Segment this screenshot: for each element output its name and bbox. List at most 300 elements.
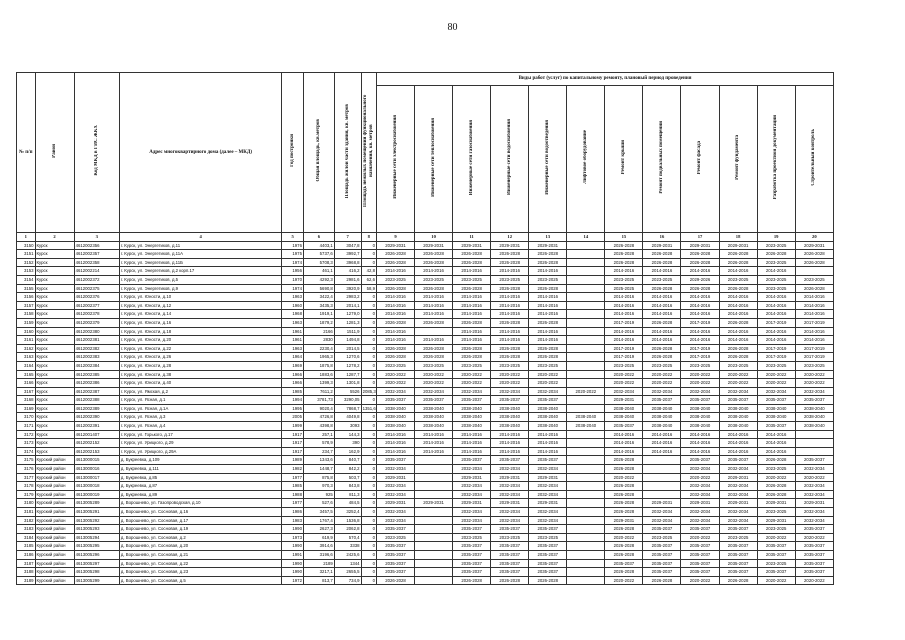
table-cell: 4612002378 xyxy=(74,310,119,319)
table-cell: Курск xyxy=(35,250,74,259)
table-cell: 2023-2025 xyxy=(491,275,529,284)
table-cell xyxy=(415,482,453,491)
table-cell: 2020-2022 xyxy=(605,379,643,388)
table-cell: 2038-2040 xyxy=(529,422,567,431)
table-cell: 4612002380 xyxy=(74,327,119,336)
table-cell: 2017-2019 xyxy=(605,344,643,353)
table-cell: 2029-2031 xyxy=(757,516,795,525)
table-cell: Курск xyxy=(35,396,74,405)
table-cell: 2032-2034 xyxy=(795,490,833,499)
table-cell: 1960 xyxy=(282,301,304,310)
table-cell: 925 xyxy=(303,490,334,499)
table-cell xyxy=(415,576,453,585)
table-cell xyxy=(567,301,605,310)
table-cell: 3156 xyxy=(17,293,36,302)
table-cell xyxy=(567,267,605,276)
table-cell: 2014-2016 xyxy=(529,439,567,448)
table-row xyxy=(17,508,834,517)
table-cell: 2014-2016 xyxy=(795,336,833,345)
table-cell: 2026-2028 xyxy=(529,353,567,362)
table-cell: г. Курск, ул. Юности, д.16 xyxy=(119,318,282,327)
table-cell xyxy=(795,439,833,448)
table-cell: 0 xyxy=(361,258,376,267)
header-work-4: Инженерные сети водоснабжения xyxy=(491,86,529,233)
table-cell xyxy=(415,490,453,499)
table-cell: 2014-2016 xyxy=(681,267,719,276)
table-cell: 2038-2040 xyxy=(491,404,529,413)
table-cell: 1969 xyxy=(282,361,304,370)
table-cell: 2014-2016 xyxy=(643,293,681,302)
table-row xyxy=(17,301,834,310)
table-cell: 2035-2037 xyxy=(795,396,833,405)
table-cell: 2026-2028 xyxy=(719,284,757,293)
table-cell: 2014-2016 xyxy=(605,336,643,345)
table-cell: 1919,1 xyxy=(303,310,334,319)
table-cell: 2020-2022 xyxy=(757,379,795,388)
table-cell: 2032-2034 xyxy=(605,387,643,396)
table-cell: 3183 xyxy=(17,525,36,534)
table-cell: 3152 xyxy=(17,258,36,267)
table-cell: 2014-2016 xyxy=(605,301,643,310)
table-cell: 2014-2016 xyxy=(605,447,643,456)
table-cell: 0 xyxy=(361,525,376,534)
table-cell: 1990 xyxy=(282,559,304,568)
table-cell: 2035-2037 xyxy=(643,559,681,568)
table-cell: 1977 xyxy=(282,473,304,482)
table-cell: 1494,8 xyxy=(334,336,361,345)
table-cell xyxy=(567,490,605,499)
table-row xyxy=(17,310,834,319)
table-cell: 3178 xyxy=(17,482,36,491)
table-cell: 1977 xyxy=(282,499,304,508)
table-cell: 2038-2040 xyxy=(643,413,681,422)
table-cell: 1351,6 xyxy=(361,404,376,413)
table-cell: 2026-2028 xyxy=(605,250,643,259)
table-cell: 3165 xyxy=(17,370,36,379)
table-cell: 3914,6 xyxy=(303,542,334,551)
table-cell: 2017-2019 xyxy=(605,318,643,327)
table-cell: д. Ворошнево, ул. Сосновая, д.20 xyxy=(119,542,282,551)
table-cell: 5737,6 xyxy=(303,250,334,259)
table-cell: 2014-2016 xyxy=(681,327,719,336)
table-cell: 1301,8 xyxy=(334,379,361,388)
table-cell: 2026-2028 xyxy=(605,241,643,250)
table-cell: д. Ворошнево, ул. Сосновая, д.23 xyxy=(119,568,282,577)
table-cell: 461,1 xyxy=(303,267,334,276)
table-cell: 257,1 xyxy=(303,430,334,439)
table-cell: 162,9 xyxy=(334,447,361,456)
table-cell: 1982 xyxy=(282,465,304,474)
table-cell: 2026-2028 xyxy=(643,250,681,259)
table-cell: 2035-2037 xyxy=(376,525,414,534)
table-cell: 1990 xyxy=(282,525,304,534)
table-cell: 4612002389 xyxy=(74,404,119,413)
table-cell: 2032-2034 xyxy=(643,387,681,396)
table-cell: 813,7 xyxy=(303,576,334,585)
table-cell: 0 xyxy=(361,430,376,439)
table-cell: 1965,3 xyxy=(303,353,334,362)
table-cell: 2014-2016 xyxy=(681,430,719,439)
table-cell: 2014-2016 xyxy=(605,430,643,439)
table-cell: 2014-2016 xyxy=(453,301,491,310)
table-row xyxy=(17,258,834,267)
table-cell: г. Курск, ул. Урицкого, д.29А xyxy=(119,447,282,456)
table-cell: 1917 xyxy=(282,430,304,439)
table-cell: 3047,8 xyxy=(334,241,361,250)
table-cell: Курск xyxy=(35,447,74,456)
table-cell xyxy=(567,473,605,482)
table-cell: 2032-2034 xyxy=(795,465,833,474)
table-cell: 4612002153 xyxy=(74,447,119,456)
column-number: 4 xyxy=(119,233,282,242)
table-cell: 2032-2034 xyxy=(643,508,681,517)
table-cell: 0 xyxy=(361,499,376,508)
table-cell: д. Ворошнево, ул. Сосновая, д.2 xyxy=(119,533,282,542)
table-cell: 1963 xyxy=(282,318,304,327)
table-cell: 3160 xyxy=(17,327,36,336)
table-cell: 3187 xyxy=(17,559,36,568)
table-cell: д. Ворошнево, ул. Сосновая, д.19 xyxy=(119,525,282,534)
table-cell: 2023-2025 xyxy=(415,361,453,370)
table-cell: 0 xyxy=(361,318,376,327)
table-cell: 0 xyxy=(361,568,376,577)
table-cell: 7611,2 xyxy=(303,387,334,396)
table-cell: 2026-2028 xyxy=(415,344,453,353)
table-row xyxy=(17,559,834,568)
table-cell: 2026-2028 xyxy=(605,465,643,474)
table-cell: Курск xyxy=(35,422,74,431)
table-cell: 3168 xyxy=(17,396,36,405)
table-cell: 3163 xyxy=(17,353,36,362)
table-cell: 2014-2016 xyxy=(376,447,414,456)
table-cell: 4612002376 xyxy=(74,293,119,302)
table-cell: 9020,4 xyxy=(303,404,334,413)
table-cell: 3093 xyxy=(334,422,361,431)
table-cell: 2032-2034 xyxy=(643,516,681,525)
table-cell: 2035-2037 xyxy=(376,542,414,551)
table-row xyxy=(17,387,834,396)
table-row xyxy=(17,447,834,456)
table-cell: 2038-2040 xyxy=(376,404,414,413)
table-cell: 2035-2037 xyxy=(757,422,795,431)
table-cell: 2014-2016 xyxy=(719,439,757,448)
table-cell: 3252,4 xyxy=(334,508,361,517)
table-cell: Курский район xyxy=(35,525,74,534)
table-cell: 2035-2037 xyxy=(643,542,681,551)
table-cell: Курский район xyxy=(35,542,74,551)
table-cell: 2017-2019 xyxy=(681,318,719,327)
table-cell: 2026-2028 xyxy=(491,258,529,267)
table-cell: 2032-2034 xyxy=(795,508,833,517)
table-cell: 2014-2016 xyxy=(491,310,529,319)
table-row xyxy=(17,482,834,491)
table-cell: 2038-2040 xyxy=(453,413,491,422)
table-cell: 3150 xyxy=(17,241,36,250)
table-cell: 1966 xyxy=(282,379,304,388)
table-cell xyxy=(567,447,605,456)
table-cell: 2017-2019 xyxy=(681,344,719,353)
table-cell: 2035-2037 xyxy=(681,550,719,559)
table-cell: 2014-2016 xyxy=(757,336,795,345)
table-cell: 2020-2022 xyxy=(795,370,833,379)
table-cell: 2189 xyxy=(303,559,334,568)
table-cell: 2026-2028 xyxy=(376,576,414,585)
table-cell: 2029-2031 xyxy=(795,241,833,250)
table-cell: 2026-2028 xyxy=(453,344,491,353)
table-cell: 2035-2037 xyxy=(376,456,414,465)
table-cell: 3186 xyxy=(17,550,36,559)
table-cell: 1279,0 xyxy=(334,310,361,319)
table-cell: 2014-2016 xyxy=(529,336,567,345)
table-cell: 2014-2016 xyxy=(453,447,491,456)
table-cell: Курск xyxy=(35,318,74,327)
table-cell: 2032-2034 xyxy=(491,465,529,474)
table-cell: 2023-2025 xyxy=(643,361,681,370)
table-cell: 2032-2034 xyxy=(453,465,491,474)
table-cell: 2014-2016 xyxy=(376,310,414,319)
table-cell: 2032-2034 xyxy=(376,508,414,517)
table-cell: 2020-2022 xyxy=(415,370,453,379)
table-cell: 2020-2022 xyxy=(605,473,643,482)
table-cell: 2026-2028 xyxy=(529,318,567,327)
table-row xyxy=(17,525,834,534)
table-cell: 1974 xyxy=(282,284,304,293)
table-cell: 2035-2037 xyxy=(529,525,567,534)
table-cell: 2038-2040 xyxy=(757,413,795,422)
table-cell: 2830 xyxy=(303,336,334,345)
table-cell: 2035-2037 xyxy=(453,542,491,551)
table-cell: 3161 xyxy=(17,336,36,345)
table-cell: 2020-2022 xyxy=(681,576,719,585)
table-cell xyxy=(567,336,605,345)
table-cell: 3217,1 xyxy=(303,568,334,577)
table-cell: 2035-2037 xyxy=(491,568,529,577)
table-cell: 2014-2016 xyxy=(757,293,795,302)
table-cell: 2029-2031 xyxy=(529,473,567,482)
table-cell xyxy=(643,482,681,491)
table-row xyxy=(17,241,834,250)
table-cell: г. Курск, ул. Горького, д.17 xyxy=(119,430,282,439)
table-cell: 2017-2019 xyxy=(681,353,719,362)
table-cell: д. Ворошнево, ул. Сосновая, д.21 xyxy=(119,550,282,559)
table-cell: 0 xyxy=(361,301,376,310)
table-cell: 3153 xyxy=(17,267,36,276)
table-cell: 5708,3 xyxy=(303,258,334,267)
table-cell: 2032-2034 xyxy=(376,482,414,491)
table-cell: 1963 xyxy=(282,293,304,302)
table-cell: 0 xyxy=(361,422,376,431)
table-cell: 2020-2022 xyxy=(757,533,795,542)
table-cell: 2014-2016 xyxy=(453,293,491,302)
table-cell: 2014-2016 xyxy=(757,327,795,336)
table-cell: 2020-2022 xyxy=(757,473,795,482)
table-cell: 4612002214 xyxy=(74,267,119,276)
table-cell: 2020-2022 xyxy=(643,379,681,388)
table-cell: 2026-2028 xyxy=(453,576,491,585)
table-cell: 4049,8 xyxy=(334,413,361,422)
table-cell: Курск xyxy=(35,387,74,396)
table-cell: 2032-2034 xyxy=(453,508,491,517)
table-cell: 2085,3 xyxy=(361,387,376,396)
table-cell xyxy=(567,396,605,405)
table-cell: 2020-2022 xyxy=(643,370,681,379)
table-cell xyxy=(567,250,605,259)
table-cell: 2032-2034 xyxy=(453,490,491,499)
table-cell: 2023-2025 xyxy=(529,533,567,542)
table-cell: 0 xyxy=(361,379,376,388)
table-cell: 2035-2037 xyxy=(453,559,491,568)
table-cell: 4613005291 xyxy=(74,508,119,517)
table-cell xyxy=(567,370,605,379)
table-cell: д. Ворошнево, ул. Сосновая, д.5 xyxy=(119,576,282,585)
table-cell: 4292,3 xyxy=(303,275,334,284)
table-cell: 3181 xyxy=(17,508,36,517)
table-cell: 2035-2037 xyxy=(376,550,414,559)
table-cell: 2035-2037 xyxy=(376,568,414,577)
table-cell: 2035-2037 xyxy=(453,525,491,534)
table-cell: 2026-2028 xyxy=(605,568,643,577)
table-cell xyxy=(415,568,453,577)
table-cell: 1968 xyxy=(282,310,304,319)
table-cell: г. Курск, ул. Энергетиков, д.5 xyxy=(119,275,282,284)
table-row xyxy=(17,542,834,551)
table-cell: Курск xyxy=(35,284,74,293)
table-cell: 2014-2016 xyxy=(605,293,643,302)
table-row xyxy=(17,473,834,482)
table-cell: 2020-2022 xyxy=(376,370,414,379)
table-cell: 2029-2031 xyxy=(415,241,453,250)
table-cell xyxy=(567,379,605,388)
table-cell: 2014-2016 xyxy=(491,267,529,276)
table-cell: 2032-2034 xyxy=(529,516,567,525)
table-cell: 1991 xyxy=(282,550,304,559)
table-cell xyxy=(415,525,453,534)
table-row xyxy=(17,396,834,405)
table-cell: г. Курск, ул. Юности, д.26 xyxy=(119,353,282,362)
table-cell: 2014-2016 xyxy=(491,293,529,302)
table-cell: 2014-2016 xyxy=(719,267,757,276)
table-cell: Курск xyxy=(35,267,74,276)
table-cell: 2014-2016 xyxy=(529,447,567,456)
table-cell: г. Курск, ул. Ясная, д.1 xyxy=(119,396,282,405)
table-cell: 2014-2016 xyxy=(795,293,833,302)
table-cell: 2020-2022 xyxy=(453,370,491,379)
table-cell: 2020-2022 xyxy=(795,379,833,388)
table-cell: 2032-2034 xyxy=(681,508,719,517)
table-cell: 1990 xyxy=(282,542,304,551)
table-cell: 0 xyxy=(361,576,376,585)
table-cell: 2026-2028 xyxy=(605,482,643,491)
table-cell: 2026-2028 xyxy=(605,525,643,534)
table-cell: 4398,8 xyxy=(303,422,334,431)
table-cell: 0 xyxy=(361,344,376,353)
table-cell: 4613000015 xyxy=(74,456,119,465)
table-cell: 2026-2028 xyxy=(681,250,719,259)
table-cell: 2026-2028 xyxy=(376,284,414,293)
table-cell: 1287,7 xyxy=(334,370,361,379)
table-cell: 2035-2037 xyxy=(719,396,757,405)
table-cell: 1536,8 xyxy=(334,516,361,525)
table-cell: 2014-2016 xyxy=(757,310,795,319)
table-cell: 1995 xyxy=(282,404,304,413)
table-cell: 2017-2019 xyxy=(605,353,643,362)
table-cell: 4612002377 xyxy=(74,301,119,310)
table-cell: 2023-2025 xyxy=(757,508,795,517)
table-cell: 2023-2025 xyxy=(605,275,643,284)
table-row xyxy=(17,439,834,448)
table-cell: 2029-2031 xyxy=(719,473,757,482)
table-cell: 2020-2022 xyxy=(491,379,529,388)
table-row xyxy=(17,422,834,431)
table-cell: 1511,9 xyxy=(334,327,361,336)
table-cell: г. Курск, ул. Юности, д.22 xyxy=(119,344,282,353)
table-cell: 875,8 xyxy=(303,473,334,482)
table-cell: 0 xyxy=(361,396,376,405)
table-cell: 2014-2016 xyxy=(415,310,453,319)
table-cell: 2017-2019 xyxy=(795,318,833,327)
table-cell: 570,4 xyxy=(334,533,361,542)
table-cell: г. Курск, ул. Урицкого, д.29 xyxy=(119,439,282,448)
table-cell: д. Ворошнево, ул. Газопроводская, д.10 xyxy=(119,499,282,508)
table-cell: 0 xyxy=(361,482,376,491)
table-cell: 2035-2037 xyxy=(605,559,643,568)
header-work-11: Разработка проектной документации xyxy=(757,86,795,233)
table-cell xyxy=(643,465,681,474)
table-cell: 2023-2025 xyxy=(643,275,681,284)
table-cell: 2014-2016 xyxy=(453,310,491,319)
table-cell: 3154 xyxy=(17,275,36,284)
table-cell: 2038-2040 xyxy=(795,422,833,431)
table-cell: д. Букреевка, д.85 xyxy=(119,473,282,482)
table-cell: 3164 xyxy=(17,361,36,370)
page-number: 80 xyxy=(447,22,458,33)
table-cell: 2014-2016 xyxy=(719,293,757,302)
table-cell: 2026-2028 xyxy=(529,284,567,293)
table-cell: 2014-2016 xyxy=(795,310,833,319)
table-cell: 2062,8 xyxy=(334,525,361,534)
table-cell: 2017-2019 xyxy=(757,318,795,327)
table-cell: 2014-2016 xyxy=(376,327,414,336)
header-work-6: Лифтовое оборудование xyxy=(567,86,605,233)
table-cell: 0 xyxy=(361,490,376,499)
table-cell: Курск xyxy=(35,361,74,370)
table-cell: Курский район xyxy=(35,533,74,542)
table-cell: 2023-2025 xyxy=(757,465,795,474)
table-cell: 2026-2028 xyxy=(757,456,795,465)
table-cell xyxy=(567,482,605,491)
table-cell: 2038-2040 xyxy=(795,404,833,413)
table-cell: 2035-2037 xyxy=(643,550,681,559)
table-cell: 2014-2016 xyxy=(643,267,681,276)
table-cell: 2026-2028 xyxy=(757,490,795,499)
table-cell: 2020-2022 xyxy=(757,370,795,379)
table-cell: 2038-2040 xyxy=(376,413,414,422)
table-cell: 2014-2016 xyxy=(453,430,491,439)
table-cell: 2032-2034 xyxy=(376,387,414,396)
table-cell: 2029-2031 xyxy=(719,499,757,508)
table-cell: 3185 xyxy=(17,542,36,551)
table-row xyxy=(17,250,834,259)
table-row xyxy=(17,284,834,293)
table-cell: 2020-2022 xyxy=(415,379,453,388)
table-cell: г. Курск, ул. Юности, д.10 xyxy=(119,293,282,302)
table-cell: 2035-2037 xyxy=(681,396,719,405)
table-cell: 2014-2016 xyxy=(643,336,681,345)
table-cell: 2035-2037 xyxy=(491,396,529,405)
table-cell: 2655,5 xyxy=(334,568,361,577)
table-cell: 2023-2025 xyxy=(491,533,529,542)
table-cell xyxy=(567,516,605,525)
